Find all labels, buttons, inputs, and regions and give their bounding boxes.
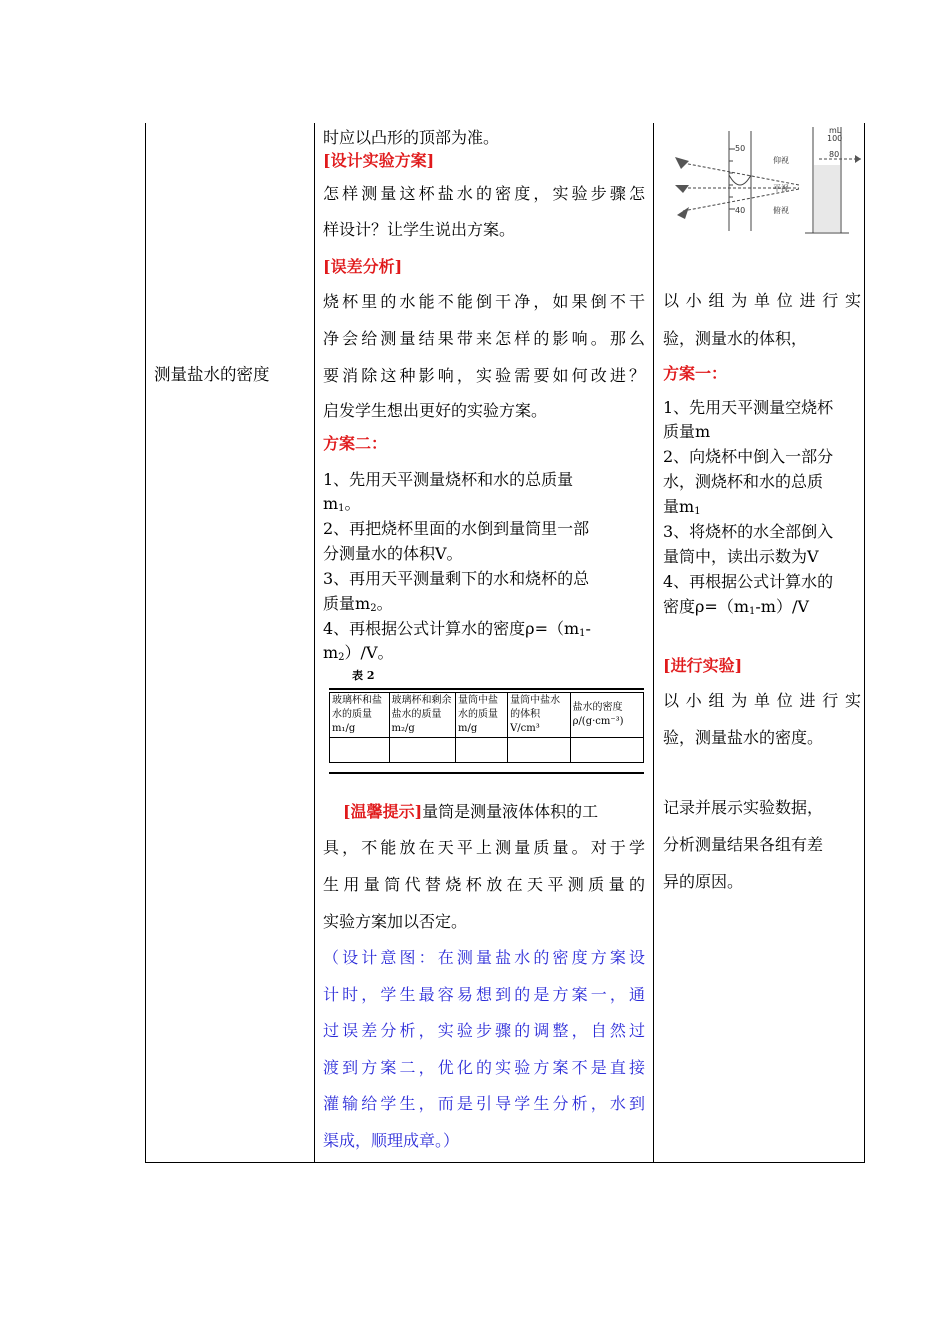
intent-line: 计时，学生最容易想到的是方案一，通 xyxy=(323,985,645,1004)
text-line: 具，不能放在天平上测量质量。对于学 xyxy=(323,838,645,857)
text-line: 时应以凸形的顶部为准。 xyxy=(323,128,500,147)
text-line: 异的原因。 xyxy=(663,872,744,891)
graduated-cylinder-figure xyxy=(669,123,861,241)
table-cell xyxy=(508,738,570,763)
intent-line: 过误差分析，实验步骤的调整，自然过 xyxy=(323,1021,645,1040)
text-line: 1、先用天平测量空烧杯 xyxy=(663,398,834,417)
text-line: 怎样测量这杯盐水的密度，实验步骤怎 xyxy=(323,184,645,203)
text-line: 净会给测量结果带来怎样的影响。那么 xyxy=(323,329,645,348)
text-line: 实验方案加以否定。 xyxy=(323,912,468,931)
design-heading: [设计实验方案] xyxy=(323,151,435,170)
plan2-heading: 方案二： xyxy=(323,434,388,453)
topic-title: 测量盐水的密度 xyxy=(154,365,270,384)
text-line: $m_1$。 xyxy=(323,494,361,514)
table-cell xyxy=(389,738,455,763)
text-line: 生用量筒代替烧杯放在天平测质量的 xyxy=(323,875,645,894)
intent-line: （设计意图：在测量盐水的密度方案设 xyxy=(323,948,645,967)
intent-line: 渠成，顺理成章。） xyxy=(323,1131,460,1150)
svg-text:俯视: 俯视 xyxy=(773,206,789,215)
data-table xyxy=(329,692,644,763)
text-line: 密度$\rho=(m_1-m)/V$ xyxy=(663,597,809,617)
table-header: 盐水的密度ρ/(g·cm⁻³) xyxy=(570,693,643,738)
svg-text:100: 100 xyxy=(827,134,843,143)
table-cell xyxy=(570,738,643,763)
text-line: 分析测量结果各组有差 xyxy=(663,835,824,854)
data-table-frame xyxy=(329,688,644,774)
text-line: 量$m_1$ xyxy=(663,497,701,517)
tip-line: [温馨提示]量筒是测量液体体积的工 xyxy=(343,802,599,821)
table-cell xyxy=(456,738,508,763)
text-line: 3、将烧杯的水全部倒入 xyxy=(663,522,834,541)
column-divider xyxy=(314,123,315,1162)
text-line: 要消除这种影响，实验需要如何改进？ xyxy=(323,366,645,385)
text-line: 样设计？让学生说出方案。 xyxy=(323,220,516,239)
text-line: 质量m xyxy=(663,422,711,441)
text-line: 2、向烧杯中倒入一部分 xyxy=(663,447,834,466)
text-line: 量筒中，读出示数为V xyxy=(663,547,819,566)
table-header: 玻璃杯和剩余盐水的质量m₂/g xyxy=(389,693,455,738)
text-line: $m_2)/V$。 xyxy=(323,643,394,663)
table-header: 量筒中盐水的质量m/g xyxy=(456,693,508,738)
svg-text:40: 40 xyxy=(735,206,746,215)
text-line: 质量$m_2$。 xyxy=(323,594,393,614)
svg-text:仰视: 仰视 xyxy=(773,156,789,165)
text-line: 2、再把烧杯里面的水倒到量筒里一部 xyxy=(323,519,590,538)
table-title: 表 2 xyxy=(352,669,375,682)
svg-text:50: 50 xyxy=(735,144,746,153)
text-line: 烧杯里的水能不能倒干净，如果倒不干 xyxy=(323,292,645,311)
text-line: 启发学生想出更好的实验方案。 xyxy=(323,401,548,420)
text-line: 以小组为单位进行实 xyxy=(663,691,861,710)
text-line: 记录并展示实验数据， xyxy=(663,798,824,817)
table-header: 玻璃杯和盐水的质量m₁/g xyxy=(330,693,390,738)
text-line: 4、再根据公式计算水的密度$\rho=(m_1-$ xyxy=(323,619,591,639)
column-divider xyxy=(653,123,654,1162)
lesson-table xyxy=(145,123,865,1163)
text-line: 3、再用天平测量剩下的水和烧杯的总 xyxy=(323,569,590,588)
intent-line: 渡到方案二，优化的实验方案不是直接 xyxy=(323,1058,645,1077)
text-line: 分测量水的体积V。 xyxy=(323,544,463,563)
text-line: 4、再根据公式计算水的 xyxy=(663,572,834,591)
svg-text:mL: mL xyxy=(829,126,842,135)
text-line: 验，测量盐水的密度。 xyxy=(663,728,824,747)
svg-text:平视: 平视 xyxy=(773,184,789,193)
conduct-heading: [进行实验] xyxy=(663,656,743,675)
table-header: 量筒中盐水的体积V/cm³ xyxy=(508,693,570,738)
topic-cell xyxy=(146,123,314,1162)
tip-heading: [温馨提示] xyxy=(343,802,423,821)
table-cell xyxy=(330,738,390,763)
intent-line: 灌输给学生，而是引导学生分析，水到 xyxy=(323,1094,645,1113)
plan1-heading: 方案一： xyxy=(663,364,728,383)
error-heading: [误差分析] xyxy=(323,257,403,276)
svg-text:80: 80 xyxy=(829,150,840,159)
text-line: 验，测量水的体积， xyxy=(663,329,808,348)
text-line: 1、先用天平测量烧杯和水的总质量 xyxy=(323,470,574,489)
text-line: 水，测烧杯和水的总质 xyxy=(663,472,824,491)
text-line: 以小组为单位进行实 xyxy=(663,291,861,310)
